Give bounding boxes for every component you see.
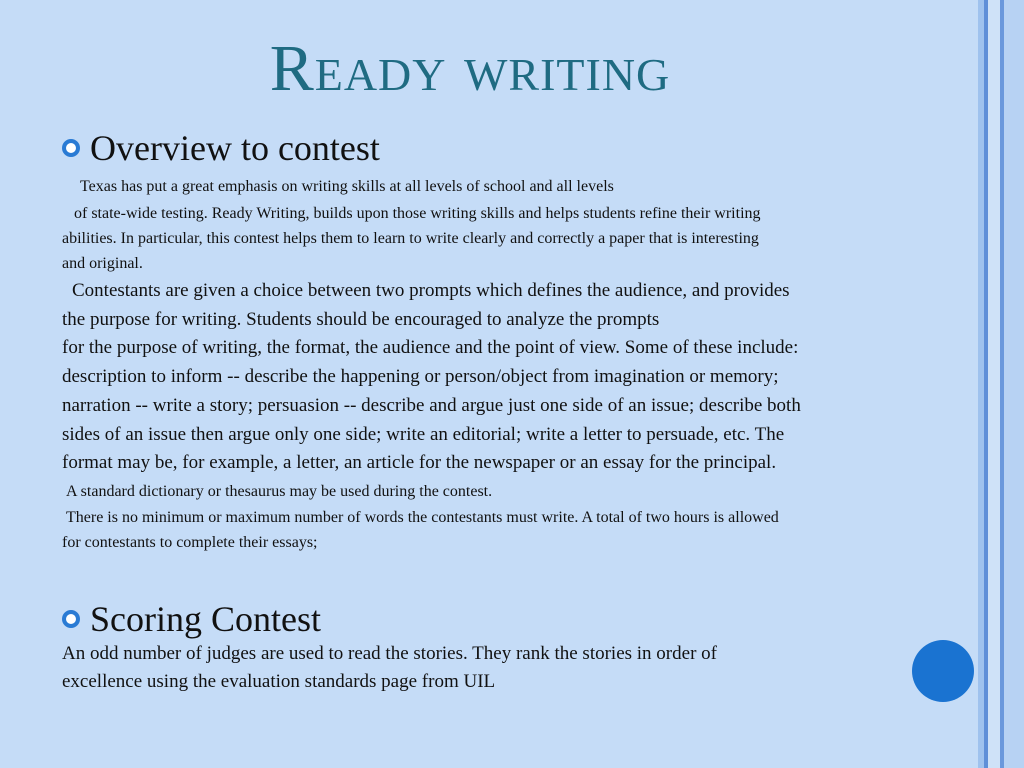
body-line: for contestants to complete their essays; — [62, 534, 318, 551]
decorative-circle — [912, 640, 974, 702]
body-line: the purpose for writing. Students should be encouraged to analyze the prompts — [62, 309, 660, 330]
body-line: description to inform -- describe the happening or person/object from imagination or memory; — [62, 366, 779, 387]
right-border-decoration — [978, 0, 1024, 768]
body-line: sides of an issue then argue only one side; write an editorial; write a letter to persuade, etc. The — [62, 424, 785, 445]
body-line: abilities. In particular, this contest helps them to learn to write clearly and correctly a paper that is interesting — [62, 230, 759, 247]
scoring-heading: Scoring Contest — [90, 599, 321, 639]
border-stripe — [1004, 0, 1024, 768]
body-line: Contestants are given a choice between two prompts which defines the audience, and provides — [72, 280, 790, 301]
circle-bullet-icon — [62, 139, 80, 157]
body-line: narration -- write a story; persuasion -- describe and argue just one side of an issue; describe both — [62, 395, 801, 416]
slide-title: Ready writing — [269, 32, 671, 105]
body-line: for the purpose of writing, the format, the audience and the point of view. Some of these include: — [62, 337, 799, 358]
body-line: Texas has put a great emphasis on writing skills at all levels of school and all levels — [80, 178, 614, 195]
border-stripe — [988, 0, 1000, 768]
body-line: A standard dictionary or thesaurus may be used during the contest. — [66, 483, 493, 500]
overview-heading: Overview to contest — [90, 128, 380, 168]
body-line: excellence using the evaluation standards page from UIL — [62, 671, 496, 692]
bullet-overview — [62, 130, 380, 166]
body-line: There is no minimum or maximum number of words the contestants must write. A total of two hours is allowed — [66, 509, 779, 526]
bullet-scoring — [62, 601, 321, 637]
body-line: An odd number of judges are used to read the stories. They rank the stories in order of — [62, 643, 717, 664]
body-line: of state-wide testing. Ready Writing, builds upon those writing skills and helps students refine their writing — [74, 205, 761, 222]
circle-bullet-icon — [62, 610, 80, 628]
body-line: format may be, for example, a letter, an article for the newspaper or an essay for the principal. — [62, 452, 777, 473]
body-line: and original. — [62, 255, 143, 272]
